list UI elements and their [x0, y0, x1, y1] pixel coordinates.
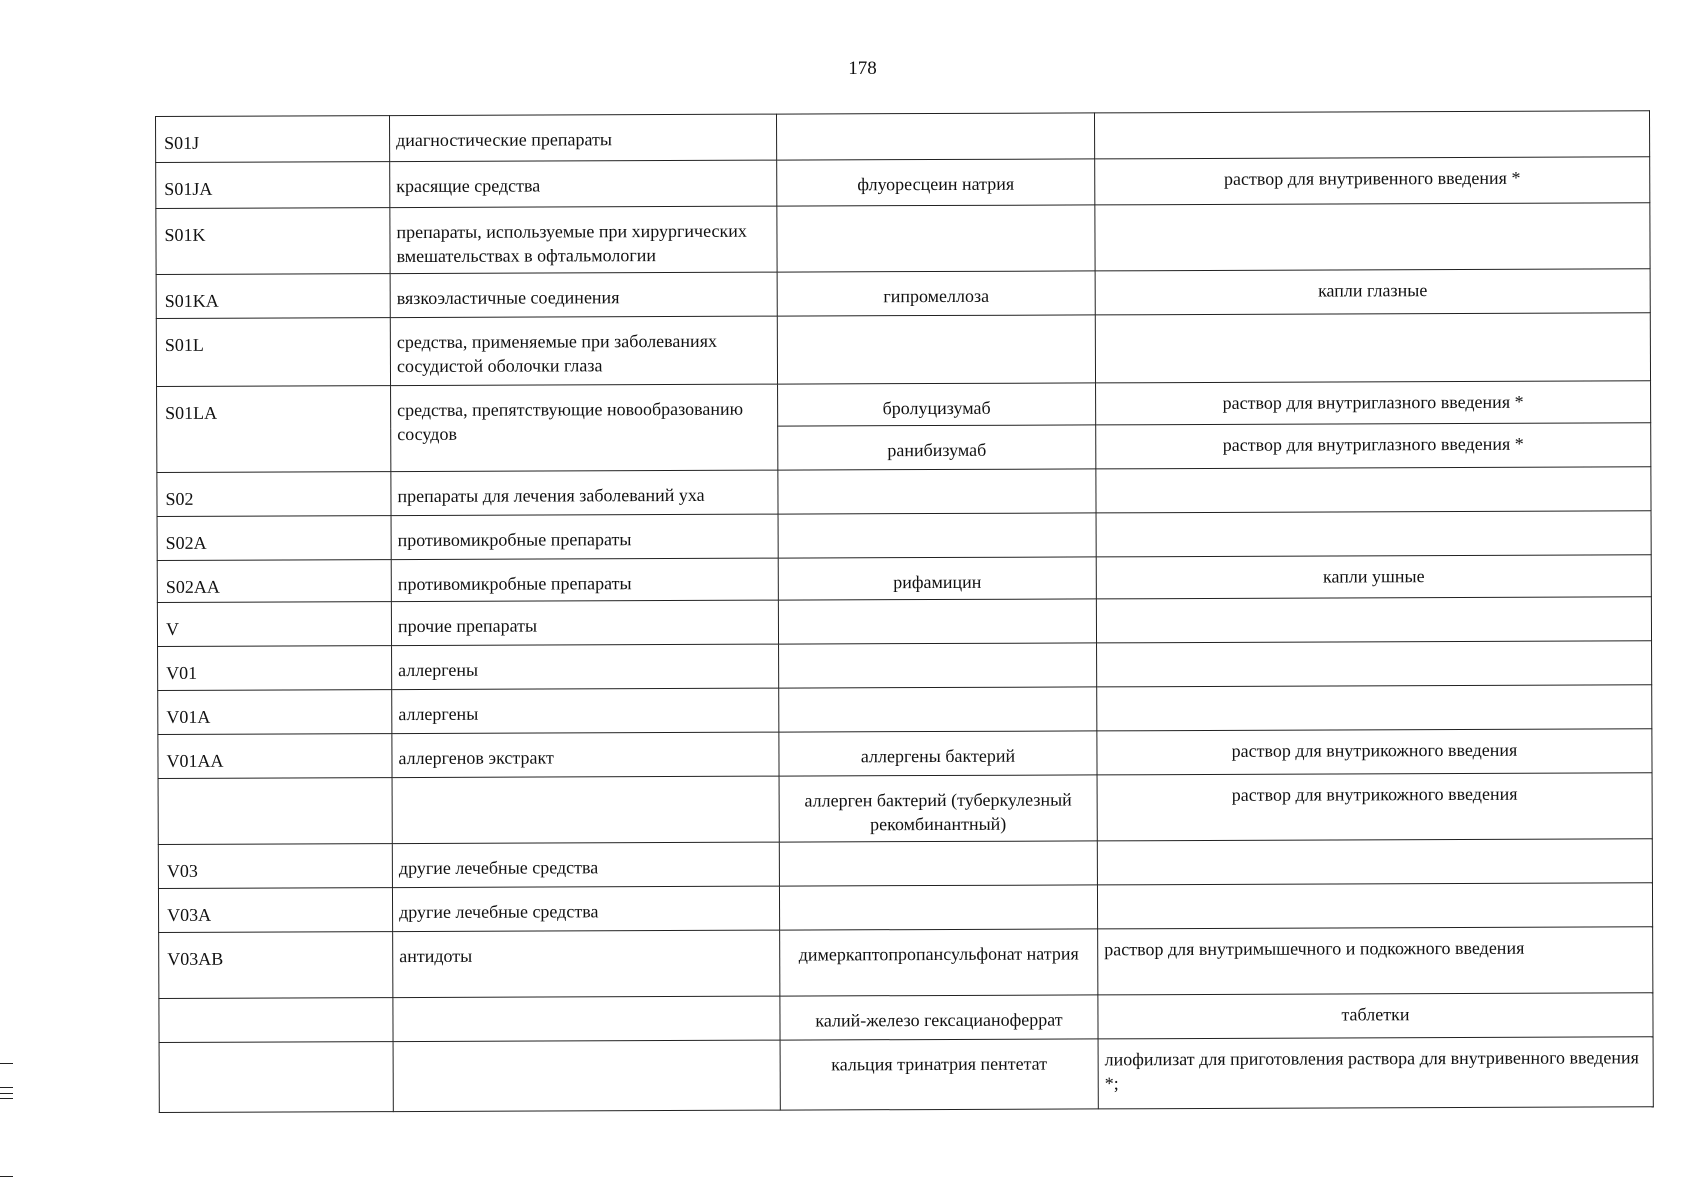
dosage-form-cell: раствор для внутрикожного введения [1097, 729, 1652, 775]
table-row [158, 729, 1652, 779]
table-row [158, 883, 1652, 933]
dosage-form-cell [1097, 883, 1652, 929]
margin-mark [0, 1087, 13, 1088]
margin-mark [0, 1063, 13, 1064]
table-body [156, 111, 1654, 1113]
group-name-cell: препараты для лечения заболеваний уха [391, 470, 778, 515]
atc-code-cell: V03A [158, 888, 392, 933]
table-row [156, 313, 1650, 387]
group-name-cell: другие лечебные средства [392, 842, 779, 887]
group-name-cell: средства, препятствующие новообразованию сосудов [391, 384, 778, 471]
drug-name-cell [779, 885, 1097, 930]
group-name-cell: антидоты [393, 930, 780, 997]
dosage-form-cell [1095, 203, 1650, 271]
table-row [156, 111, 1650, 163]
table-row [157, 597, 1651, 647]
group-name-cell: противомикробные препараты [391, 514, 778, 559]
dosage-form-cell: раствор для внутрикожного введения [1097, 773, 1652, 841]
table-row [159, 1037, 1653, 1113]
drug-name-cell: флуоресцеин натрия [777, 159, 1095, 206]
atc-code-cell: V01AA [158, 734, 392, 779]
atc-code-cell: S01K [156, 208, 390, 275]
drug-name-cell: ранибизумаб [778, 425, 1096, 470]
drug-name-cell: кальция тринатрия пентетат [780, 1039, 1098, 1110]
drug-name-cell [778, 469, 1096, 514]
table-row [156, 157, 1650, 209]
drug-name-cell: калий-железо гексацианоферрат [780, 995, 1098, 1040]
drug-name-cell [779, 643, 1097, 688]
margin-mark [0, 1176, 13, 1177]
atc-code-cell: S01L [156, 318, 390, 387]
table-row [158, 641, 1652, 691]
dosage-form-cell: лиофилизат для приготовления раствора для внутривенного введения *; [1098, 1037, 1653, 1109]
table-row [158, 773, 1652, 845]
dosage-form-cell [1096, 511, 1651, 557]
atc-code-cell: S01LA [157, 386, 391, 473]
group-name-cell [393, 996, 780, 1041]
atc-code-cell: S02A [157, 516, 391, 561]
drug-name-cell [778, 599, 1096, 644]
dosage-form-cell [1096, 597, 1651, 643]
margin-mark [0, 1098, 13, 1099]
group-name-cell: другие лечебные средства [392, 886, 779, 931]
group-name-cell: аллергены [392, 688, 779, 733]
medicines-table [155, 110, 1654, 1113]
table-row [156, 203, 1650, 275]
atc-code-cell: V03 [158, 844, 392, 889]
group-name-cell: красящие средства [390, 160, 777, 207]
drug-name-cell: аллергены бактерий [779, 731, 1097, 776]
table-row [157, 467, 1651, 517]
dosage-form-cell [1097, 641, 1652, 687]
group-name-cell: аллергены [392, 644, 779, 689]
dosage-form-cell [1094, 111, 1649, 159]
dosage-form-cell: раствор для внутривенного введения * [1095, 157, 1650, 205]
atc-code-cell: V01 [158, 646, 392, 691]
dosage-form-cell [1097, 839, 1652, 885]
atc-code-cell: V [157, 602, 391, 647]
drug-name-cell [777, 205, 1095, 272]
group-name-cell: препараты, используемые при хирургических вмешательствах в офтальмологии [390, 206, 777, 273]
table-row [159, 993, 1653, 1043]
table-row [158, 839, 1652, 889]
drug-name-cell: гипромеллоза [777, 271, 1095, 316]
group-name-cell [393, 1040, 780, 1111]
drug-name-cell [777, 315, 1095, 384]
page-number: 178 [848, 58, 877, 79]
drug-name-cell [778, 513, 1096, 558]
table-row [157, 555, 1651, 603]
margin-mark [0, 1093, 13, 1094]
group-name-cell: аллергенов экстракт [392, 732, 779, 777]
table-row [156, 269, 1650, 319]
dosage-form-cell: раствор для внутриглазного введения * [1096, 381, 1651, 425]
atc-code-cell: S01J [156, 116, 390, 163]
drug-name-cell: бролуцизумаб [778, 383, 1096, 426]
drug-name-cell [776, 113, 1094, 160]
table-row [159, 927, 1653, 999]
group-name-cell: вязкоэластичные соединения [390, 272, 777, 317]
atc-code-cell: S01KA [156, 274, 390, 319]
group-name-cell [392, 776, 779, 843]
group-name-cell: прочие препараты [391, 600, 778, 645]
drug-name-cell: аллерген бактерий (туберкулезный рекомбинантный) [779, 775, 1097, 842]
drug-name-cell [779, 687, 1097, 732]
dosage-form-cell: капли глазные [1095, 269, 1650, 315]
atc-code-cell [159, 1042, 393, 1113]
dosage-form-cell [1097, 685, 1652, 731]
group-name-cell: средства, применяемые при заболеваниях сосудистой оболочки глаза [390, 316, 777, 385]
drug-name-cell: рифамицин [778, 557, 1096, 600]
dosage-form-cell: таблетки [1098, 993, 1653, 1039]
atc-code-cell: S02AA [157, 560, 391, 603]
table-row [158, 685, 1652, 735]
atc-code-cell: S02 [157, 472, 391, 517]
table-row [157, 381, 1651, 429]
group-name-cell: диагностические препараты [390, 114, 777, 161]
atc-code-cell [158, 778, 392, 845]
drug-name-cell [779, 841, 1097, 886]
dosage-form-cell: раствор для внутриглазного введения * [1096, 423, 1651, 469]
group-name-cell: противомикробные препараты [391, 558, 778, 601]
atc-code-cell: V01A [158, 690, 392, 735]
dosage-form-cell: раствор для внутримышечного и подкожного введения [1098, 927, 1653, 995]
atc-code-cell: V03AB [159, 932, 393, 999]
atc-code-cell: S01JA [156, 162, 390, 209]
drug-name-cell: димеркаптопропансульфонат натрия [780, 929, 1098, 996]
table-row [157, 511, 1651, 561]
atc-code-cell [159, 998, 393, 1043]
dosage-form-cell: капли ушные [1096, 555, 1651, 599]
dosage-form-cell [1095, 313, 1650, 383]
dosage-form-cell [1096, 467, 1651, 513]
